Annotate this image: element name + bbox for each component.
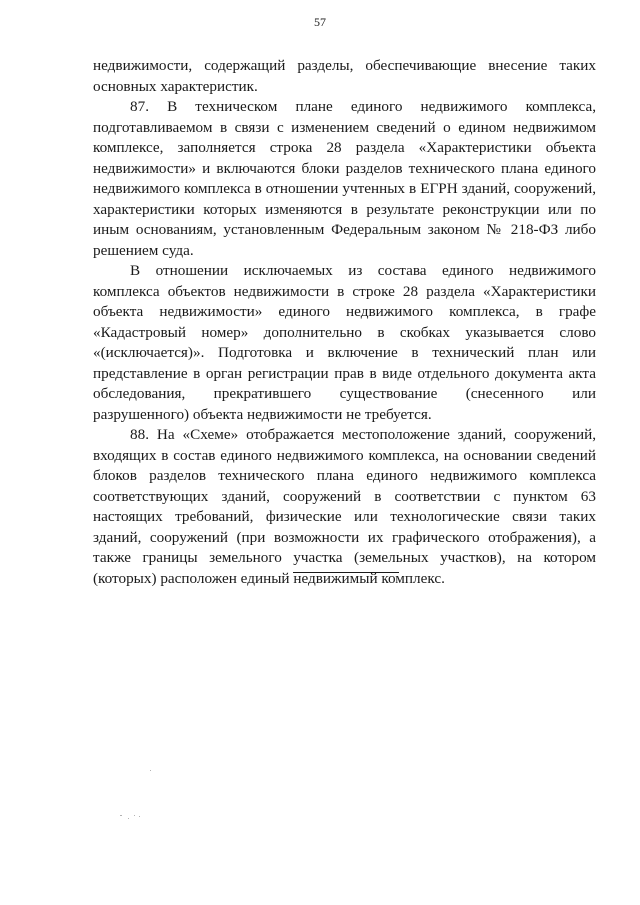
end-separator-line: [293, 572, 399, 573]
paragraph-87: 87. В техническом плане единого недвижимого комплекса, подготавливаемом в связи с изменением сведений о едином недвижимом комплексе, заполняется строка 28 раздела «Характеристики объекта недвижимости» и включаются блоки разделов технического плана единого недвижимого комплекса в отношении учтенных в ЕГРН зданий, сооружений, характеристики которых изменяются в результате реконструкции или по иным основаниям, установленным Федеральным законом № 218-ФЗ либо решением суда.: [93, 98, 596, 259]
scan-artifact: [139, 816, 140, 817]
scan-artifact: [128, 818, 129, 819]
paragraph-87-excluded-objects: В отношении исключаемых из состава единого недвижимого комплекса объектов недвижимости в строке 28 раздела «Характеристики объекта недвижимости» единого недвижимого комплекса, в графе «Кадастровый номер» дополнительно в скобках указывается слово «(исключается)». Подготовка и включение в технический план или представление в орган регистрации прав в виде отдельного документа акта обследования, прекратившего существование (снесенного или разрушенного) объекта недвижимости не требуется.: [93, 262, 596, 423]
scan-artifact: [120, 815, 122, 816]
scan-artifact: [150, 770, 151, 771]
paragraph-88: 88. На «Схеме» отображается местоположение зданий, сооружений, входящих в состав единого недвижимого комплекса, на основании сведений блоков разделов технического плана единого недвижимого комплекса соответствующих зданий, сооружений в соответствии с пунктом 63 настоящих требований, физические или технологические связи таких зданий, сооружений (при возможности их графического отображения), а также границы земельного участка (земельных участков), на котором (которых) расположен единый недвижимый комплекс.: [93, 426, 596, 587]
scan-artifact: [134, 815, 135, 816]
document-body: [93, 56, 596, 589]
page-number: 57: [314, 15, 326, 29]
paragraph-continuation: недвижимости, содержащий разделы, обеспечивающие внесение таких основных характеристик.: [93, 57, 596, 95]
